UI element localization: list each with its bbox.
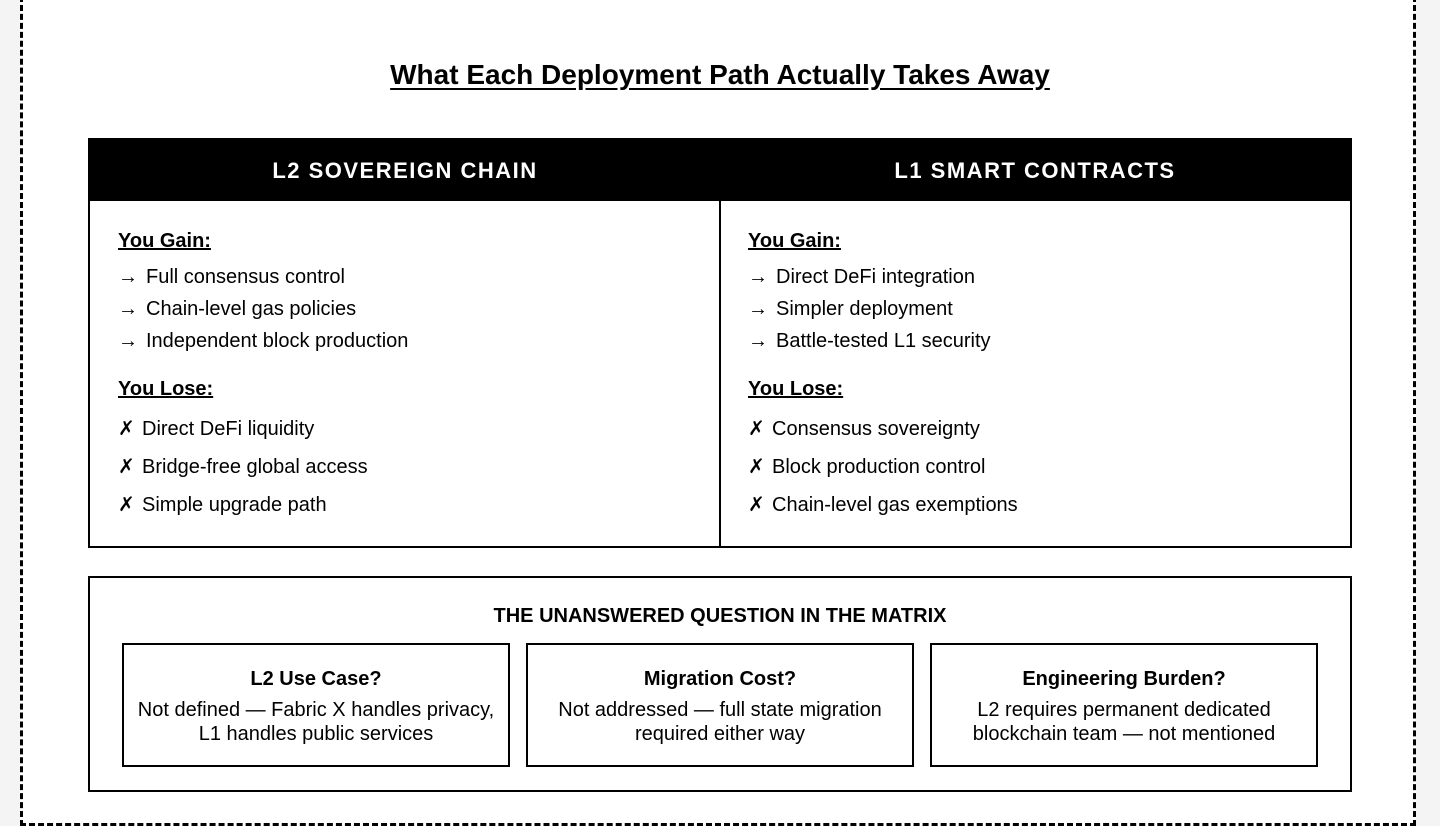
page-title: What Each Deployment Path Actually Takes Away — [390, 59, 1050, 90]
card-title: L2 Use Case? — [250, 668, 382, 690]
list-item — [118, 265, 345, 289]
comparison-table — [88, 138, 1352, 548]
item-text: Simpler deployment — [776, 298, 953, 320]
list-item — [748, 493, 1018, 517]
item-text: Independent block production — [146, 330, 409, 352]
list-item — [118, 297, 356, 321]
list-item — [748, 265, 975, 289]
card-description: Not defined — Fabric X handles privacy, L1 handles public services — [137, 699, 495, 745]
question-title: THE UNANSWERED QUESTION IN THE MATRIX — [493, 605, 947, 627]
card-description: Not addressed — full state migration required either way — [558, 699, 882, 745]
item-text: Direct DeFi integration — [776, 266, 975, 288]
list-item — [748, 455, 985, 479]
column-divider — [719, 201, 721, 548]
cross-icon: ✗ — [118, 456, 135, 478]
column-header-l2: L2 SOVEREIGN CHAIN — [90, 140, 720, 201]
list-item — [748, 417, 980, 441]
item-text: Full consensus control — [146, 266, 345, 288]
list-item — [118, 455, 368, 479]
arrow-icon: → — [118, 298, 138, 320]
item-text: Chain-level gas exemptions — [772, 494, 1018, 516]
card-description: L2 requires permanent dedicated blockchain team — not mentioned — [972, 699, 1276, 745]
list-item — [748, 329, 991, 353]
cross-icon: ✗ — [748, 494, 765, 516]
item-text: Simple upgrade path — [142, 494, 327, 516]
column-header-l1: L1 SMART CONTRACTS — [720, 140, 1350, 201]
lose-label: You Lose: — [118, 378, 214, 400]
list-item — [748, 297, 953, 321]
question-card — [526, 643, 914, 767]
item-text: Block production control — [772, 456, 986, 478]
item-text: Bridge-free global access — [142, 456, 368, 478]
arrow-icon: → — [748, 266, 768, 288]
cross-icon: ✗ — [748, 418, 765, 440]
unanswered-question-box — [88, 576, 1352, 792]
gain-label: You Gain: — [118, 230, 211, 252]
cross-icon: ✗ — [118, 494, 135, 516]
item-text: Consensus sovereignty — [772, 418, 980, 440]
cross-icon: ✗ — [118, 418, 135, 440]
item-text: Chain-level gas policies — [146, 298, 357, 320]
card-title: Migration Cost? — [643, 668, 797, 690]
list-item — [118, 493, 327, 517]
item-text: Direct DeFi liquidity — [142, 418, 315, 440]
list-item — [118, 417, 314, 441]
arrow-icon: → — [748, 330, 768, 352]
list-item — [118, 329, 408, 353]
question-card — [930, 643, 1318, 767]
item-text: Battle-tested L1 security — [776, 330, 991, 352]
card-title: Engineering Burden? — [1022, 668, 1226, 690]
arrow-icon: → — [118, 330, 138, 352]
lose-label: You Lose: — [748, 378, 844, 400]
arrow-icon: → — [118, 266, 138, 288]
gain-label: You Gain: — [748, 230, 841, 252]
arrow-icon: → — [748, 298, 768, 320]
cross-icon: ✗ — [748, 456, 765, 478]
question-card — [122, 643, 510, 767]
